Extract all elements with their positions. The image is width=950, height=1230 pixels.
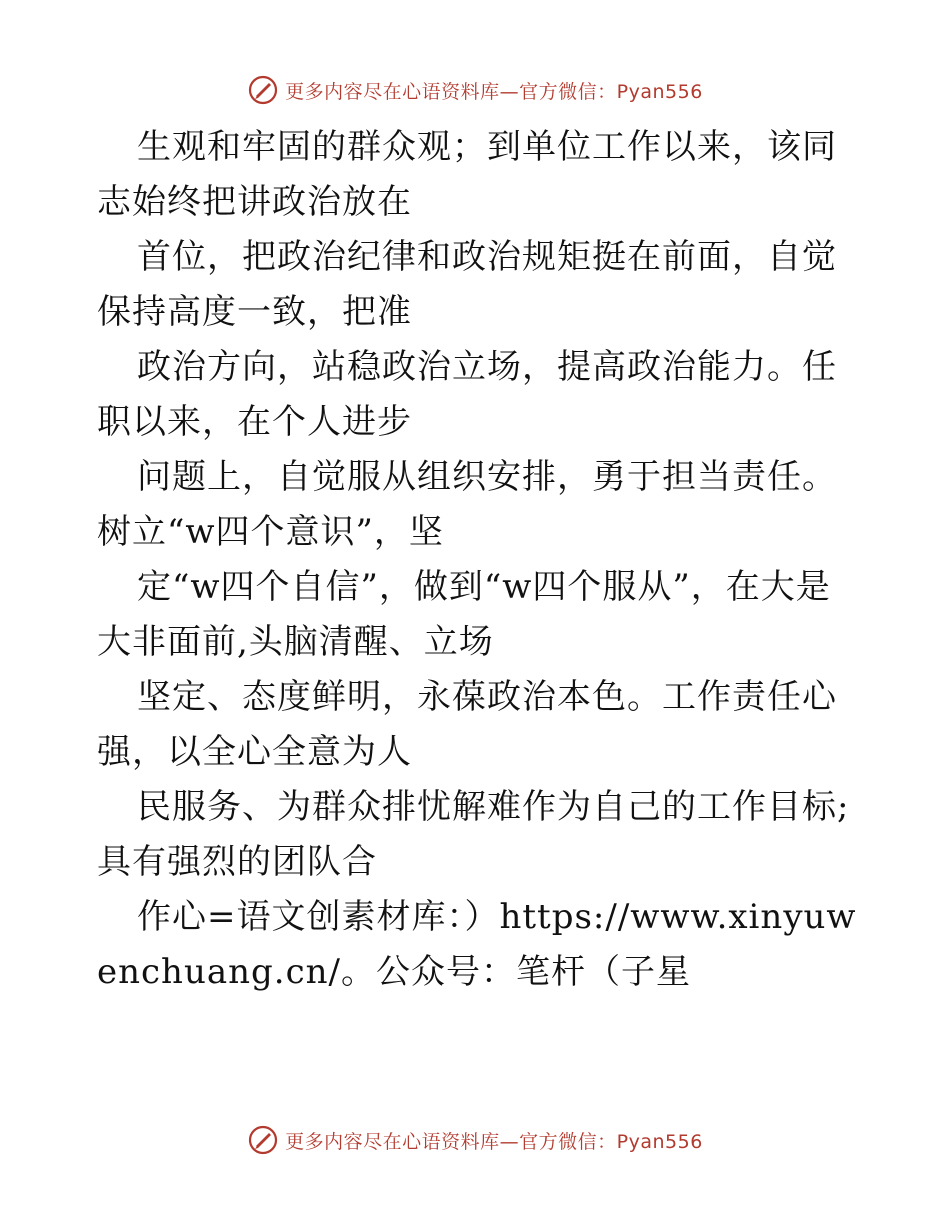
document-body bbox=[97, 120, 857, 1000]
watermark-text: 更多内容尽在心语资料库—官方微信：Pyan556 bbox=[285, 80, 703, 103]
paragraph-6: 坚定、态度鲜明，永葆政治本色。工作责任心强，以全心全意为人 bbox=[97, 677, 837, 772]
paragraph-2: 首位，把政治纪律和政治规矩挺在前面，自觉保持高度一致，把准 bbox=[97, 237, 837, 332]
paragraph-3: 政治方向，站稳政治立场，提高政治能力。任职以来，在个人进步 bbox=[97, 347, 837, 442]
footer-watermark bbox=[0, 1120, 950, 1160]
watermark-group bbox=[247, 74, 703, 106]
paragraph-4: 问题上，自觉服从组织安排，勇于担当责任。树立“w四个意识”，坚 bbox=[97, 457, 837, 552]
quill-logo-icon bbox=[247, 74, 279, 106]
paragraph-5: 定“w四个自信”，做到“w四个服从”，在大是大非面前,头脑清醒、立场 bbox=[97, 567, 831, 662]
header-watermark bbox=[0, 70, 950, 110]
paragraph-1: 生观和牢固的群众观；到单位工作以来，该同志始终把讲政治放在 bbox=[97, 127, 837, 222]
paragraph-7: 民服务、为群众排忧解难作为自己的工作目标;具有强烈的团队合 bbox=[97, 787, 850, 882]
watermark-text: 更多内容尽在心语资料库—官方微信：Pyan556 bbox=[285, 1130, 703, 1153]
watermark-group bbox=[247, 1124, 703, 1156]
paragraph-8: 作心=语文创素材库：）https://www.xinyuwenchuang.cn/。公众号：笔杆（子星 bbox=[97, 897, 857, 992]
quill-logo-icon bbox=[247, 1124, 279, 1156]
